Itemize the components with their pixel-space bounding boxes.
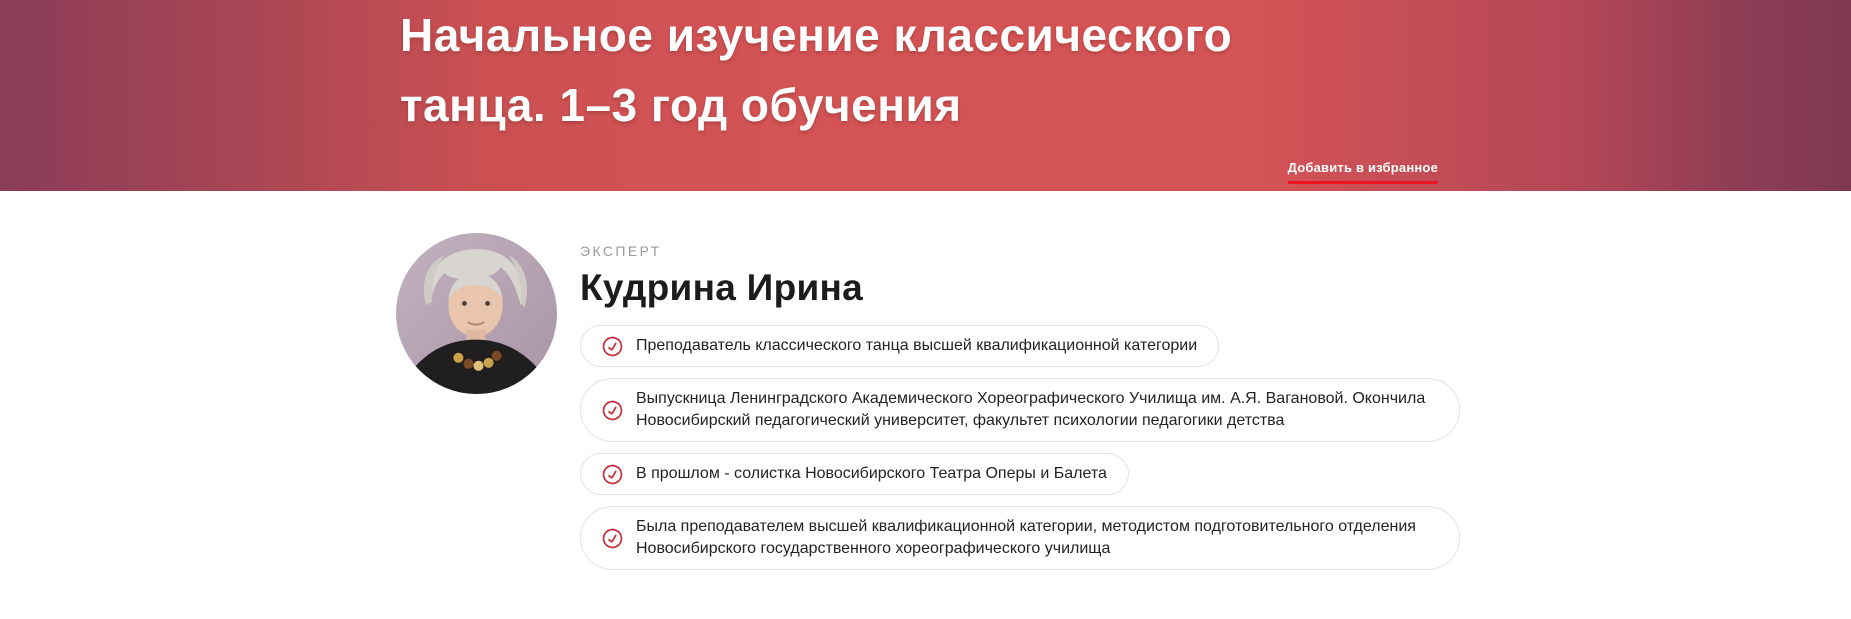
check-circle-icon bbox=[602, 400, 623, 421]
expert-avatar bbox=[396, 233, 557, 394]
expert-info bbox=[580, 243, 1460, 581]
check-circle-icon bbox=[602, 528, 623, 549]
credential-text: Преподаватель классического танца высшей квалификационной категории bbox=[636, 337, 1198, 354]
credential-pill bbox=[580, 453, 1129, 495]
check-circle-icon bbox=[602, 336, 623, 357]
expert-label: ЭКСПЕРТ bbox=[580, 243, 662, 259]
credential-pill bbox=[580, 506, 1460, 570]
credential-pill bbox=[580, 378, 1460, 442]
credential-text: Была преподавателем высшей квалификационной категории, методистом подготовительного отделения Новосибирского государственного хореографического училища bbox=[636, 518, 1416, 557]
course-title-line1: Начальное изучение классического bbox=[400, 9, 1233, 61]
credential-text: Выпускница Ленинградского Академического Хореографического Училища им. А.Я. Вагановой. Окончила Новосибирский педагогический университет, факультет психологии педагогики детства bbox=[636, 390, 1426, 429]
expert-name: Кудрина Ирина bbox=[580, 267, 864, 308]
check-circle-icon bbox=[602, 464, 623, 485]
credential-text: В прошлом - солистка Новосибирского Театра Оперы и Балета bbox=[636, 465, 1107, 482]
course-banner bbox=[0, 0, 1851, 191]
portrait-photo-icon bbox=[396, 233, 557, 394]
course-title-line2: танца. 1–3 год обучения bbox=[400, 79, 962, 131]
credentials-list bbox=[580, 325, 1460, 570]
course-title bbox=[400, 0, 1260, 140]
expert-section bbox=[0, 191, 1851, 619]
add-to-favorites-link[interactable]: Добавить в избранное bbox=[1288, 160, 1438, 184]
credential-pill bbox=[580, 325, 1219, 367]
